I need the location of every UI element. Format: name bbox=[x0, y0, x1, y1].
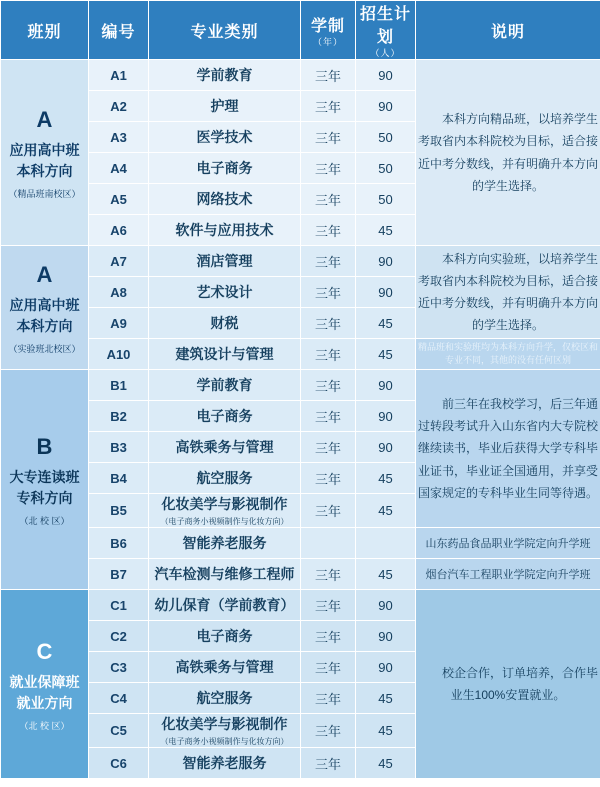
row-note: 烟台汽车工程职业学院定向升学班 bbox=[416, 559, 600, 590]
group-description: 本科方向精品班，以培养学生考取省内本科院校为目标，适合接近中考分数线，并有明确升本方向的学生选择。 bbox=[416, 60, 600, 246]
row-years: 三年 bbox=[301, 91, 356, 122]
table-row bbox=[1, 528, 600, 559]
header-class-label: 班别 bbox=[27, 23, 62, 41]
row-plan: 45 bbox=[356, 215, 416, 246]
group-note: （实验班北校区） bbox=[8, 344, 81, 355]
group-description: 校企合作，订单培养，合作毕业生100%安置就业。 bbox=[416, 590, 600, 779]
table-row bbox=[1, 590, 600, 621]
header-years-sub: （年） bbox=[312, 36, 343, 47]
row-code: B6 bbox=[89, 528, 149, 559]
row-years bbox=[301, 528, 356, 559]
row-code: A7 bbox=[89, 246, 149, 277]
row-code: B2 bbox=[89, 401, 149, 432]
row-major: 高铁乘务与管理 bbox=[149, 652, 301, 683]
table-row bbox=[1, 370, 600, 401]
row-years: 三年 bbox=[301, 184, 356, 215]
row-years: 三年 bbox=[301, 401, 356, 432]
row-code: A10 bbox=[89, 339, 149, 370]
group-letter: B bbox=[36, 434, 53, 460]
row-plan: 90 bbox=[356, 246, 416, 277]
row-major: 医学技术 bbox=[149, 122, 301, 153]
row-note: 山东药品食品职业学院定向升学班 bbox=[416, 528, 600, 559]
row-years: 三年 bbox=[301, 559, 356, 590]
row-plan: 50 bbox=[356, 153, 416, 184]
row-major: 航空服务 bbox=[149, 463, 301, 494]
row-code: C1 bbox=[89, 590, 149, 621]
group-line2: 本科方向 bbox=[16, 318, 73, 335]
row-major: 电子商务 bbox=[149, 401, 301, 432]
row-plan bbox=[356, 528, 416, 559]
header-description-label: 说明 bbox=[490, 23, 525, 41]
row-code: A4 bbox=[89, 153, 149, 184]
row-plan: 90 bbox=[356, 432, 416, 463]
group-description: 前三年在我校学习，后三年通过转段考试升入山东省内大专院校继续读书，毕业后获得大学专科毕业证书，毕业证全国通用，并享受国家规定的专科毕业生同等待遇。 bbox=[416, 370, 600, 528]
table-row bbox=[1, 246, 600, 277]
row-code: B7 bbox=[89, 559, 149, 590]
group-line2: 就业方向 bbox=[16, 694, 73, 711]
row-major: 学前教育 bbox=[149, 370, 301, 401]
row-years: 三年 bbox=[301, 621, 356, 652]
header-class bbox=[1, 1, 89, 60]
row-plan: 90 bbox=[356, 590, 416, 621]
row-major-sub: （电子商务小视频制作与化妆方向） bbox=[160, 517, 289, 526]
row-code: A1 bbox=[89, 60, 149, 91]
table-row bbox=[1, 60, 600, 91]
row-code: A5 bbox=[89, 184, 149, 215]
group-cell-a1 bbox=[1, 60, 89, 246]
row-code: C5 bbox=[89, 714, 149, 748]
row-years: 三年 bbox=[301, 153, 356, 184]
row-major: 电子商务 bbox=[149, 621, 301, 652]
row-code: A2 bbox=[89, 91, 149, 122]
row-major: 艺术设计 bbox=[149, 277, 301, 308]
row-plan: 45 bbox=[356, 714, 416, 748]
row-major: 软件与应用技术 bbox=[149, 215, 301, 246]
header-plan bbox=[356, 1, 416, 60]
group-cell-a2 bbox=[1, 246, 89, 370]
row-code: C4 bbox=[89, 683, 149, 714]
row-code: B5 bbox=[89, 494, 149, 528]
row-years: 三年 bbox=[301, 122, 356, 153]
header-major bbox=[149, 1, 301, 60]
row-years: 三年 bbox=[301, 246, 356, 277]
row-major: 财税 bbox=[149, 308, 301, 339]
row-plan: 90 bbox=[356, 277, 416, 308]
header-plan-sub: （人） bbox=[370, 48, 401, 58]
row-major bbox=[149, 714, 301, 748]
row-years: 三年 bbox=[301, 60, 356, 91]
row-code: A6 bbox=[89, 215, 149, 246]
row-years: 三年 bbox=[301, 432, 356, 463]
row-major: 智能养老服务 bbox=[149, 748, 301, 779]
row-code: A9 bbox=[89, 308, 149, 339]
row-years: 三年 bbox=[301, 370, 356, 401]
row-plan: 45 bbox=[356, 748, 416, 779]
row-code: A3 bbox=[89, 122, 149, 153]
row-plan: 90 bbox=[356, 60, 416, 91]
group-note: （北 校 区） bbox=[19, 720, 70, 731]
row-major: 电子商务 bbox=[149, 153, 301, 184]
row-code: B4 bbox=[89, 463, 149, 494]
row-plan: 90 bbox=[356, 401, 416, 432]
group-letter: A bbox=[36, 107, 53, 133]
row-code: C2 bbox=[89, 621, 149, 652]
row-years: 三年 bbox=[301, 277, 356, 308]
group-note: （精品班南校区） bbox=[8, 189, 81, 200]
row-years: 三年 bbox=[301, 748, 356, 779]
row-years: 三年 bbox=[301, 590, 356, 621]
row-major: 高铁乘务与管理 bbox=[149, 432, 301, 463]
row-years: 三年 bbox=[301, 308, 356, 339]
row-plan: 50 bbox=[356, 184, 416, 215]
row-plan: 90 bbox=[356, 91, 416, 122]
group-line1: 应用高中班 bbox=[9, 297, 80, 314]
row-code: B1 bbox=[89, 370, 149, 401]
header-plan-label: 招生计划 bbox=[359, 6, 411, 46]
group-line2: 专科方向 bbox=[16, 490, 73, 507]
row-code: C3 bbox=[89, 652, 149, 683]
header-description bbox=[416, 1, 600, 60]
header-code bbox=[89, 1, 149, 60]
group-cell-b bbox=[1, 370, 89, 590]
row-plan: 50 bbox=[356, 122, 416, 153]
group-letter: C bbox=[36, 638, 53, 664]
row-major: 网络技术 bbox=[149, 184, 301, 215]
row-years: 三年 bbox=[301, 494, 356, 528]
header-years-label: 学制 bbox=[310, 17, 345, 35]
row-years: 三年 bbox=[301, 339, 356, 370]
table-row bbox=[1, 339, 600, 370]
row-years: 三年 bbox=[301, 652, 356, 683]
row-plan: 90 bbox=[356, 370, 416, 401]
row-plan: 90 bbox=[356, 652, 416, 683]
row-plan: 45 bbox=[356, 308, 416, 339]
row-major: 建筑设计与管理 bbox=[149, 339, 301, 370]
table-row bbox=[1, 559, 600, 590]
row-years: 三年 bbox=[301, 683, 356, 714]
row-major: 学前教育 bbox=[149, 60, 301, 91]
row-years: 三年 bbox=[301, 215, 356, 246]
group-line2: 本科方向 bbox=[16, 163, 73, 180]
row-major-sub: （电子商务小视频制作与化妆方向） bbox=[160, 737, 289, 746]
row-plan: 90 bbox=[356, 621, 416, 652]
row-major-label: 化妆美学与影视制作 bbox=[161, 496, 288, 512]
row-major-label: 化妆美学与影视制作 bbox=[161, 716, 288, 732]
row-plan: 45 bbox=[356, 494, 416, 528]
group-description: 本科方向实验班，以培养学生考取省内本科院校为目标，适合接近中考分数线，并有明确升本方向的学生选择。 bbox=[416, 246, 600, 339]
group-letter: A bbox=[36, 262, 53, 288]
row-major: 幼儿保育（学前教育） bbox=[149, 590, 301, 621]
row-major: 护理 bbox=[149, 91, 301, 122]
row-major: 智能养老服务 bbox=[149, 528, 301, 559]
row-major: 酒店管理 bbox=[149, 246, 301, 277]
group-note: （北 校 区） bbox=[19, 516, 70, 527]
row-major: 航空服务 bbox=[149, 683, 301, 714]
row-code: B3 bbox=[89, 432, 149, 463]
row-major bbox=[149, 494, 301, 528]
row-code: C6 bbox=[89, 748, 149, 779]
group-line1: 大专连读班 bbox=[9, 469, 80, 486]
header-years bbox=[301, 1, 356, 60]
row-years: 三年 bbox=[301, 463, 356, 494]
row-plan: 45 bbox=[356, 559, 416, 590]
row-years: 三年 bbox=[301, 714, 356, 748]
row-plan: 45 bbox=[356, 463, 416, 494]
table-header-row bbox=[1, 1, 600, 60]
row-plan: 45 bbox=[356, 683, 416, 714]
row-plan: 45 bbox=[356, 339, 416, 370]
row-major: 汽车检测与维修工程师 bbox=[149, 559, 301, 590]
group-line1: 应用高中班 bbox=[9, 142, 80, 159]
row-code: A8 bbox=[89, 277, 149, 308]
group-line1: 就业保障班 bbox=[9, 673, 80, 690]
group-footnote: 精品班和实验班均为本科方向升学，仅校区和专业不同，其他的没有任何区别 bbox=[416, 339, 600, 370]
header-major-label: 专业类别 bbox=[190, 23, 259, 41]
header-code-label: 编号 bbox=[101, 23, 136, 41]
group-cell-c bbox=[1, 590, 89, 779]
